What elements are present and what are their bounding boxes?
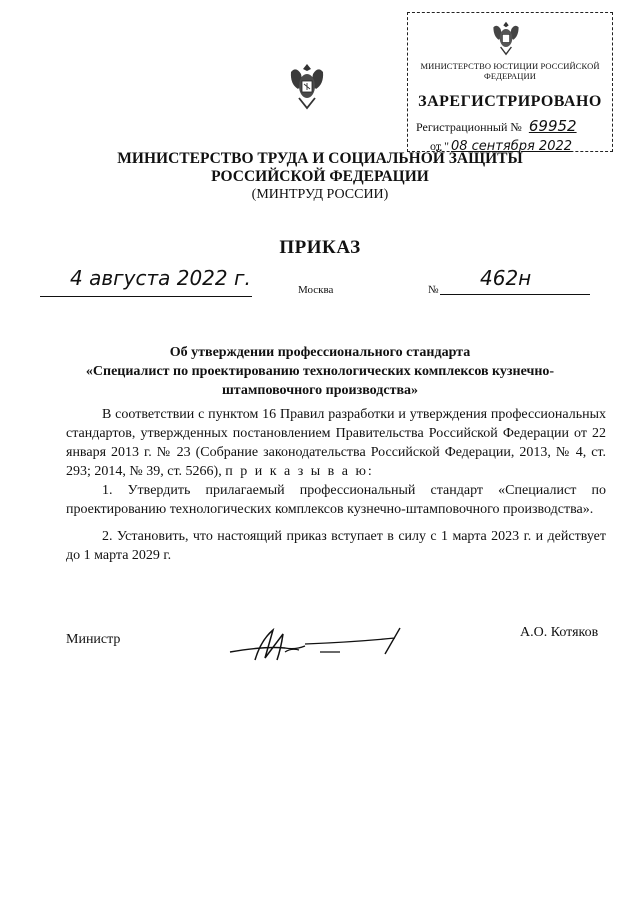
order-number-label: № bbox=[428, 284, 439, 296]
ministry-header bbox=[0, 150, 640, 204]
stamp-registration-line bbox=[416, 117, 577, 135]
stamp-title: ЗАРЕГИСТРИРОВАНО bbox=[418, 93, 602, 110]
coat-of-arms-icon bbox=[287, 62, 327, 110]
stamp-date-prefix: от " bbox=[430, 139, 449, 153]
ministry-abbreviation: (МИНТРУД РОССИИ) bbox=[251, 187, 389, 202]
order-city: Москва bbox=[298, 284, 334, 296]
order-number-field bbox=[440, 266, 590, 295]
subject-line3: штамповочного производства» bbox=[221, 383, 419, 398]
order-word: п р и к а з ы в а ю: bbox=[225, 464, 374, 479]
stamp-reg-number: 69952 bbox=[528, 117, 577, 135]
clause-1: 1. Утвердить прилагаемый профессиональный стандарт «Специалист по проектированию технологических комплексов кузнечно-штамповочного производства». bbox=[66, 483, 606, 517]
preamble-paragraph bbox=[66, 405, 606, 481]
ministry-name-line2: РОССИЙСКОЙ ФЕДЕРАЦИИ bbox=[211, 168, 429, 185]
stamp-reg-label: Регистрационный № bbox=[416, 120, 522, 134]
subject-line1: Об утверждении профессионального стандарта bbox=[169, 345, 471, 360]
handwritten-signature bbox=[225, 620, 405, 670]
signatory-role: Министр bbox=[66, 632, 121, 647]
order-date-field bbox=[40, 266, 252, 297]
clause-2: 2. Установить, что настоящий приказ вступает в силу с 1 марта 2023 г. и действует до 1 марта 2029 г. bbox=[66, 529, 606, 563]
order-title: ПРИКАЗ bbox=[279, 237, 361, 258]
stamp-ministry: МИНИСТЕРСТВО ЮСТИЦИИ РОССИЙСКОЙ ФЕДЕРАЦИИ bbox=[420, 61, 600, 81]
stamp-date-value: 08 сентября 2022 bbox=[450, 139, 573, 154]
ministry-name-line1: МИНИСТЕРСТВО ТРУДА И СОЦИАЛЬНОЙ ЗАЩИТЫ bbox=[117, 150, 523, 167]
subject-line2: «Специалист по проектированию технологических комплексов кузнечно- bbox=[85, 364, 555, 379]
order-subject bbox=[70, 343, 570, 400]
order-date: 4 августа 2022 г. bbox=[70, 266, 251, 290]
signatory-name: А.О. Котяков bbox=[520, 625, 599, 640]
preamble-text: В соответствии с пунктом 16 Правил разработки и утверждения профессиональных стандартов, утвержденных постановлением Правительства Российской Федерации от 22 января 2013 г. № 23 (Собрание законодательства Российской Федерации, 2013, № 4, ст. 293; 2014, № 39, ст. 5266), bbox=[66, 407, 606, 479]
emblem-icon bbox=[488, 18, 524, 58]
order-body bbox=[66, 405, 606, 565]
order-number: 462н bbox=[480, 266, 532, 290]
